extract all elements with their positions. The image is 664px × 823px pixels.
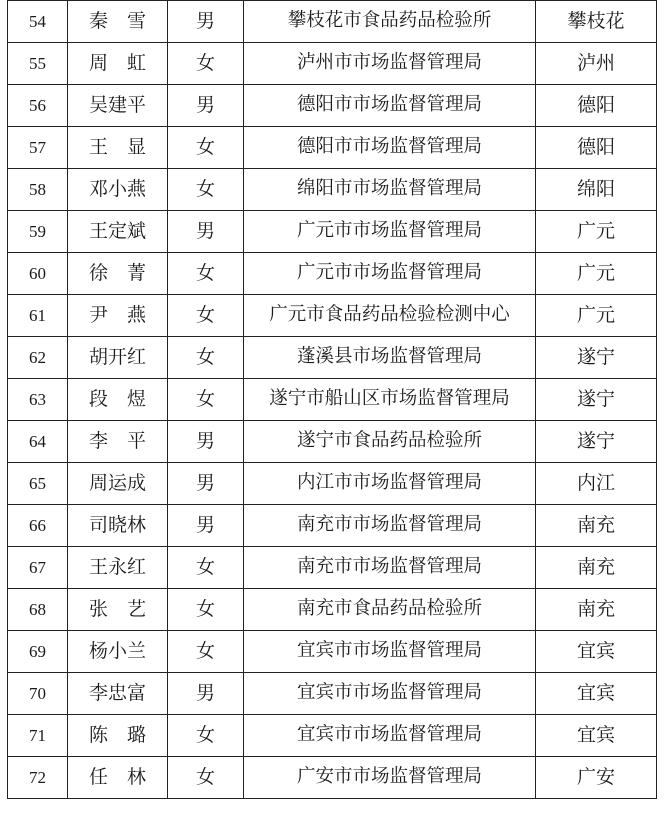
row-number-cell: 68: [8, 589, 68, 631]
row-number-cell: 65: [8, 463, 68, 505]
person-name-cell: 邓小燕: [68, 169, 168, 211]
table-row: [8, 337, 657, 379]
region-cell: 广元: [536, 295, 657, 337]
person-name-cell: 陈 璐: [68, 715, 168, 757]
table-row: [8, 421, 657, 463]
region-cell: 宜宾: [536, 631, 657, 673]
region-cell: 宜宾: [536, 673, 657, 715]
gender-cell: 男: [168, 673, 244, 715]
region-cell: 攀枝花: [536, 1, 657, 43]
region-cell: 遂宁: [536, 421, 657, 463]
gender-cell: 女: [168, 757, 244, 799]
row-number-cell: 54: [8, 1, 68, 43]
table-row: [8, 211, 657, 253]
organization-cell: 德阳市市场监督管理局: [244, 85, 536, 127]
gender-cell: 女: [168, 379, 244, 421]
gender-cell: 女: [168, 631, 244, 673]
region-cell: 南充: [536, 505, 657, 547]
table-row: [8, 1, 657, 43]
gender-cell: 男: [168, 1, 244, 43]
organization-cell: 遂宁市食品药品检验所: [244, 421, 536, 463]
person-name-cell: 周 虹: [68, 43, 168, 85]
organization-cell: 宜宾市市场监督管理局: [244, 631, 536, 673]
table-row: [8, 673, 657, 715]
region-cell: 广安: [536, 757, 657, 799]
person-name-cell: 任 林: [68, 757, 168, 799]
person-name-cell: 秦 雪: [68, 1, 168, 43]
table-row: [8, 43, 657, 85]
person-name-cell: 王定斌: [68, 211, 168, 253]
region-cell: 宜宾: [536, 715, 657, 757]
region-cell: 遂宁: [536, 337, 657, 379]
table-row: [8, 757, 657, 799]
person-name-cell: 徐 菁: [68, 253, 168, 295]
gender-cell: 男: [168, 505, 244, 547]
table-row: [8, 715, 657, 757]
gender-cell: 女: [168, 43, 244, 85]
roster-table: [7, 0, 657, 799]
person-name-cell: 周运成: [68, 463, 168, 505]
person-name-cell: 吴建平: [68, 85, 168, 127]
table-row: [8, 547, 657, 589]
organization-cell: 广元市市场监督管理局: [244, 253, 536, 295]
gender-cell: 男: [168, 421, 244, 463]
region-cell: 泸州: [536, 43, 657, 85]
row-number-cell: 62: [8, 337, 68, 379]
region-cell: 南充: [536, 589, 657, 631]
row-number-cell: 63: [8, 379, 68, 421]
table-row: [8, 631, 657, 673]
row-number-cell: 57: [8, 127, 68, 169]
gender-cell: 男: [168, 463, 244, 505]
table-row: [8, 463, 657, 505]
gender-cell: 男: [168, 211, 244, 253]
table-row: [8, 589, 657, 631]
person-name-cell: 杨小兰: [68, 631, 168, 673]
table-row: [8, 127, 657, 169]
organization-cell: 广元市食品药品检验检测中心: [244, 295, 536, 337]
row-number-cell: 61: [8, 295, 68, 337]
organization-cell: 绵阳市市场监督管理局: [244, 169, 536, 211]
person-name-cell: 张 艺: [68, 589, 168, 631]
organization-cell: 蓬溪县市场监督管理局: [244, 337, 536, 379]
table-row: [8, 379, 657, 421]
row-number-cell: 67: [8, 547, 68, 589]
organization-cell: 南充市市场监督管理局: [244, 505, 536, 547]
region-cell: 广元: [536, 253, 657, 295]
row-number-cell: 58: [8, 169, 68, 211]
gender-cell: 女: [168, 547, 244, 589]
table-row: [8, 505, 657, 547]
region-cell: 广元: [536, 211, 657, 253]
person-name-cell: 尹 燕: [68, 295, 168, 337]
gender-cell: 女: [168, 337, 244, 379]
row-number-cell: 55: [8, 43, 68, 85]
person-name-cell: 王 显: [68, 127, 168, 169]
gender-cell: 女: [168, 169, 244, 211]
organization-cell: 广元市市场监督管理局: [244, 211, 536, 253]
region-cell: 遂宁: [536, 379, 657, 421]
organization-cell: 德阳市市场监督管理局: [244, 127, 536, 169]
table-row: [8, 295, 657, 337]
row-number-cell: 71: [8, 715, 68, 757]
organization-cell: 内江市市场监督管理局: [244, 463, 536, 505]
row-number-cell: 69: [8, 631, 68, 673]
table-row: [8, 85, 657, 127]
table-row: [8, 169, 657, 211]
gender-cell: 女: [168, 589, 244, 631]
organization-cell: 泸州市市场监督管理局: [244, 43, 536, 85]
row-number-cell: 64: [8, 421, 68, 463]
region-cell: 德阳: [536, 127, 657, 169]
person-name-cell: 司晓林: [68, 505, 168, 547]
gender-cell: 女: [168, 295, 244, 337]
region-cell: 德阳: [536, 85, 657, 127]
row-number-cell: 72: [8, 757, 68, 799]
gender-cell: 女: [168, 715, 244, 757]
row-number-cell: 56: [8, 85, 68, 127]
person-name-cell: 李忠富: [68, 673, 168, 715]
row-number-cell: 66: [8, 505, 68, 547]
person-name-cell: 段 煜: [68, 379, 168, 421]
row-number-cell: 60: [8, 253, 68, 295]
organization-cell: 攀枝花市食品药品检验所: [244, 1, 536, 43]
gender-cell: 女: [168, 253, 244, 295]
region-cell: 内江: [536, 463, 657, 505]
row-number-cell: 70: [8, 673, 68, 715]
organization-cell: 宜宾市市场监督管理局: [244, 673, 536, 715]
organization-cell: 广安市市场监督管理局: [244, 757, 536, 799]
organization-cell: 南充市市场监督管理局: [244, 547, 536, 589]
roster-body: [8, 1, 657, 799]
region-cell: 南充: [536, 547, 657, 589]
row-number-cell: 59: [8, 211, 68, 253]
region-cell: 绵阳: [536, 169, 657, 211]
gender-cell: 女: [168, 127, 244, 169]
organization-cell: 南充市食品药品检验所: [244, 589, 536, 631]
table-row: [8, 253, 657, 295]
person-name-cell: 胡开红: [68, 337, 168, 379]
organization-cell: 遂宁市船山区市场监督管理局: [244, 379, 536, 421]
person-name-cell: 李 平: [68, 421, 168, 463]
organization-cell: 宜宾市市场监督管理局: [244, 715, 536, 757]
gender-cell: 男: [168, 85, 244, 127]
person-name-cell: 王永红: [68, 547, 168, 589]
